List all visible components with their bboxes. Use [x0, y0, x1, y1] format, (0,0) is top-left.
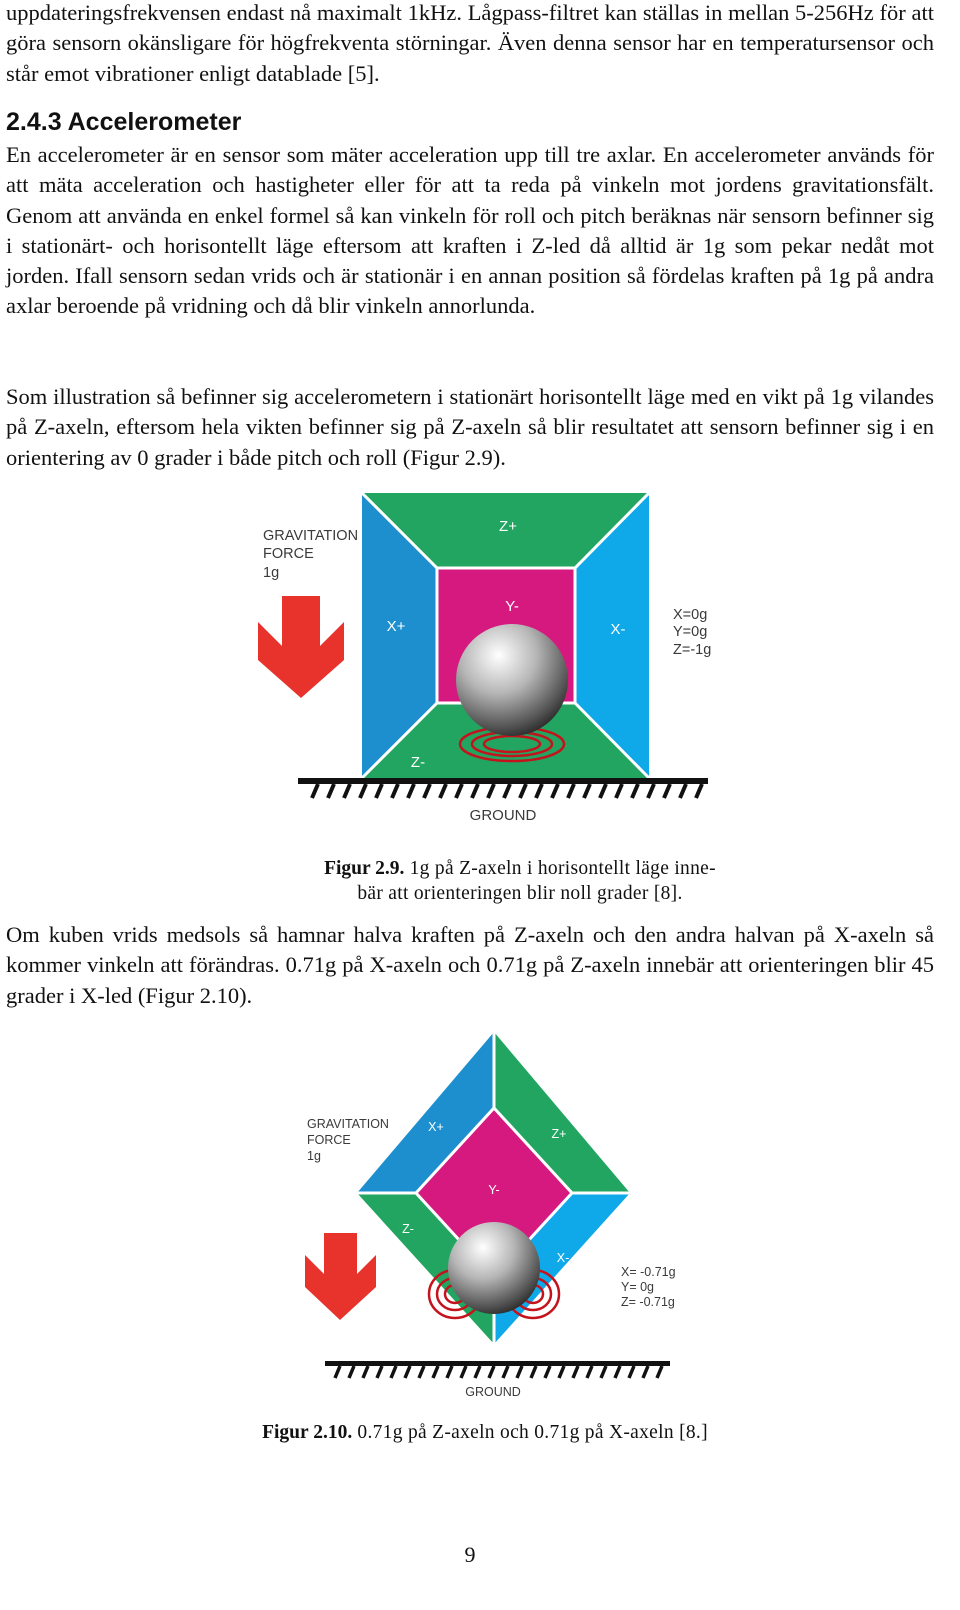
intro-paragraph: uppdateringsfrekvensen endast nå maximalt 1kHz. Lågpass-filtret kan ställas in mellan 5-256Hz för att göra sensorn okänsligare för högfrekventa störningar. Även denna sensor har en temperatursensor och står emot vibrationer enligt datablade [5]. — [6, 0, 934, 86]
figure-2-9-caption-label: Figur 2.9. — [324, 858, 405, 879]
page-number: 9 — [464, 1542, 476, 1567]
ground-hatching — [312, 784, 702, 798]
ground-hatching — [335, 1366, 662, 1378]
figure-2-9-caption-text-2: bär att orienteringen blir noll grader [8]. — [357, 883, 683, 904]
label-z-plus: Z+ — [499, 518, 517, 535]
gravity-arrow-icon — [258, 596, 344, 698]
ground-line — [325, 1361, 670, 1366]
label-z-minus: Z- — [402, 1222, 414, 1236]
ground-label: GROUND — [465, 1385, 521, 1399]
gravity-label-line-1: GRAVITATION — [307, 1117, 389, 1131]
label-x-minus: X- — [610, 621, 626, 638]
gravity-label-line-2: FORCE — [263, 546, 314, 562]
figure-2-9-illustration — [0, 480, 960, 840]
label-y-minus: Y- — [488, 1183, 500, 1197]
section-heading: 2.4.3 Accelerometer — [6, 108, 242, 136]
gravity-label-line-1: GRAVITATION — [263, 528, 359, 544]
ball — [448, 1222, 540, 1314]
figure-2-10-caption — [200, 1420, 770, 1445]
label-z-minus: Z- — [410, 754, 426, 771]
figure-2-10-caption-text: 0.71g på Z-axeln och 0.71g på X-axeln [8.] — [357, 1422, 708, 1443]
figure-2-10-illustration — [0, 1020, 960, 1405]
ground-label: GROUND — [469, 807, 537, 824]
gravity-label-line-3: 1g — [263, 565, 280, 581]
gravity-label-line-2: FORCE — [307, 1133, 351, 1147]
figure-2-10-caption-label: Figur 2.10. — [262, 1422, 353, 1443]
label-x-minus: X- — [556, 1251, 570, 1265]
accelerometer-paragraph: En accelerometer är en sensor som mäter acceleration upp till tre axlar. En accelerometer används för att mäta acceleration och hastigheter eller för att ta reda på vinkeln mot jordens gravitationsfält. Genom att använda en enkel formel så kan vinkeln för roll och pitch beräknas när sensorn befinner sig i stationärt- och horisontellt läge eftersom att kraften i Z-led då alltid är 1g som pekar nedåt mot jorden. Ifall sensorn sedan vrids och är stationär i en annan position så fördelas kraften på 1g på andra axlar beroende på vridning och då blir vinkeln annorlunda. — [6, 142, 934, 319]
rotation-paragraph: Om kuben vrids medsols så hamnar halva kraften på Z-axeln och den andra halvan på X-axeln så kommer vinkeln att förändras. 0.71g på X-axeln och 0.71g på Z-axeln innebär att orienteringen blir 45 grader i X-led (Figur 2.10). — [6, 922, 934, 1008]
label-y-minus: Y- — [505, 598, 519, 615]
figure-2-9-caption-text-1: 1g på Z-axeln i horisontellt läge inne- — [409, 858, 716, 879]
label-x-plus: X+ — [386, 618, 406, 635]
reading-z: Z= -0.71g — [621, 1295, 675, 1309]
reading-x: X=0g — [673, 607, 708, 623]
reading-y: Y= 0g — [621, 1280, 655, 1294]
gravity-arrow-icon — [305, 1233, 376, 1320]
reading-z: Z=-1g — [673, 642, 712, 658]
ball — [456, 624, 568, 736]
reading-y: Y=0g — [673, 624, 708, 640]
ground-line — [298, 778, 708, 784]
gravity-label-line-3: 1g — [307, 1149, 321, 1163]
label-x-plus: X+ — [428, 1120, 444, 1134]
label-z-plus: Z+ — [551, 1127, 567, 1141]
illustration-paragraph: Som illustration så befinner sig accelerometern i stationärt horisontellt läge med en vikt på 1g vilandes på Z-axeln, eftersom hela vikten befinner sig på Z-axeln så blir resultatet att sensorn befinner sig i en orientering av 0 grader i både pitch och roll (Figur 2.9). — [6, 384, 934, 470]
reading-x: X= -0.71g — [621, 1265, 676, 1279]
figure-2-9-caption — [290, 856, 750, 906]
